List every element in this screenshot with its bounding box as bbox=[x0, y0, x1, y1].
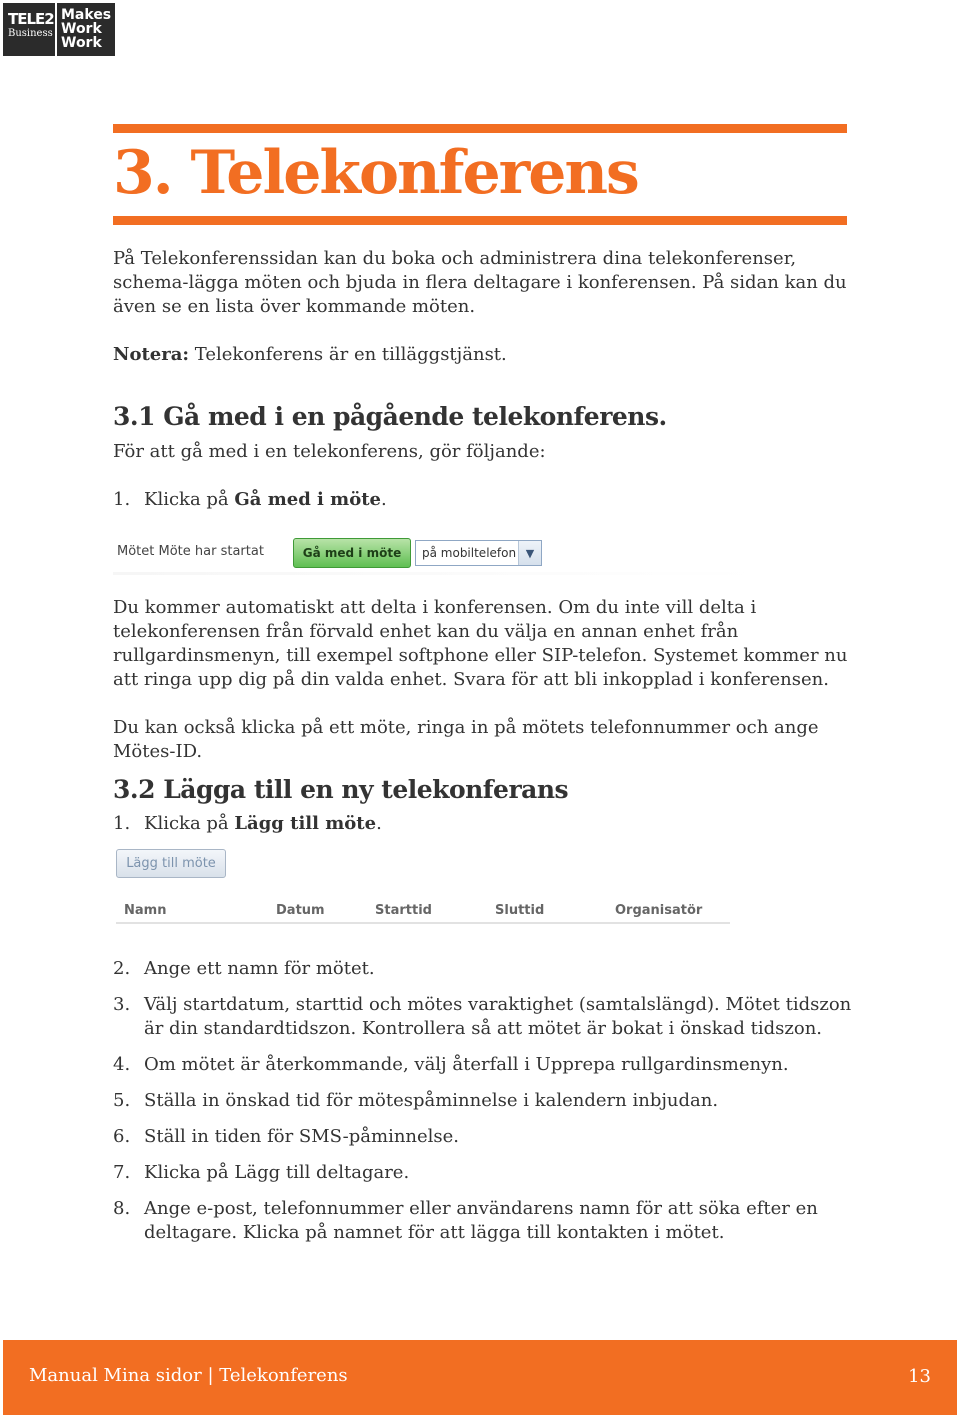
step-number: 2. bbox=[113, 958, 131, 979]
intro-paragraph: På Telekonferenssidan kan du boka och administrera dina telekonferenser, schema-lägga möten och bjuda in flera deltagare i konferensen. På sidan kan du även se en lista över kommande möten. bbox=[113, 248, 847, 317]
step-number: 8. bbox=[113, 1198, 131, 1219]
section2-step-7 bbox=[113, 1161, 853, 1185]
slogan-line: Work bbox=[61, 21, 102, 37]
step-text: Klicka på Lägg till deltagare. bbox=[144, 1162, 410, 1183]
meeting-table-header bbox=[116, 900, 730, 924]
section-heading-3-2: 3.2 Lägga till en ny telekonferans bbox=[113, 775, 569, 804]
note-label: Notera: bbox=[113, 344, 190, 365]
step-text-pre: Klicka på bbox=[144, 489, 235, 510]
note-text: Telekonferens är en tilläggstjänst. bbox=[189, 344, 507, 365]
note-paragraph bbox=[113, 343, 853, 367]
add-meeting-button[interactable]: Lägg till möte bbox=[116, 849, 226, 878]
step-number: 7. bbox=[113, 1162, 131, 1183]
step-number: 1. bbox=[113, 489, 131, 510]
page-footer bbox=[3, 1340, 957, 1415]
slogan-logo bbox=[57, 3, 115, 56]
tele2-logo bbox=[3, 3, 55, 56]
section1-paragraph-1: Du kommer automatiskt att delta i konferensen. Om du inte vill delta i telekonferensen från förvald enhet kan du välja en annan enhet från rullgardinsmenyn, till exempel softphone eller SIP-telefon. Systemet kommer nu att ringa upp dig på din valda enhet. Svara för att bli inkopplad i konferensen. bbox=[113, 597, 848, 690]
step-text-post: . bbox=[380, 489, 387, 510]
column-header-date[interactable]: Datum bbox=[276, 903, 325, 918]
step-text: Ange ett namn för mötet. bbox=[144, 958, 375, 979]
step-text: Ange e-post, telefonnummer eller användarens namn för att söka efter en deltagare. Klicka på namnet för att lägga till kontakten i mötet. bbox=[144, 1198, 818, 1243]
join-meeting-button[interactable]: Gå med i möte bbox=[293, 538, 411, 568]
page-title: 3. Telekonferens bbox=[113, 138, 638, 208]
join-meeting-strip bbox=[113, 536, 763, 580]
slogan-line: Makes bbox=[61, 7, 112, 23]
section2-step-8 bbox=[113, 1197, 853, 1245]
step-number: 6. bbox=[113, 1126, 131, 1147]
step-text: Ställa in önskad tid för mötespåminnelse i kalendern inbjudan. bbox=[144, 1090, 719, 1111]
page-number: 13 bbox=[908, 1366, 931, 1387]
title-bar-bottom bbox=[113, 216, 847, 225]
section2-step-2 bbox=[113, 957, 853, 981]
section2-step-3 bbox=[113, 993, 853, 1041]
step-number: 3. bbox=[113, 994, 131, 1015]
step-text bbox=[144, 488, 853, 512]
section2-step-4 bbox=[113, 1053, 853, 1077]
column-header-organizer[interactable]: Organisatör bbox=[615, 903, 703, 918]
step-text bbox=[144, 812, 853, 836]
device-select[interactable] bbox=[415, 540, 542, 566]
step-number: 4. bbox=[113, 1054, 131, 1075]
logo bbox=[3, 3, 115, 56]
section2-step-5 bbox=[113, 1089, 853, 1113]
section1-step-1 bbox=[113, 488, 853, 512]
step-text-bold: Gå med i möte bbox=[234, 489, 381, 510]
column-header-name[interactable]: Namn bbox=[124, 903, 167, 918]
step-text: Om mötet är återkommande, välj återfall i Upprepa rullgardinsmenyn. bbox=[144, 1054, 789, 1075]
chevron-down-icon[interactable]: ▼ bbox=[518, 541, 541, 565]
step-text-bold: Lägg till möte bbox=[234, 813, 377, 834]
step-text-pre: Klicka på bbox=[144, 813, 235, 834]
step-text-post: . bbox=[376, 813, 382, 834]
section2-step-1 bbox=[113, 812, 853, 836]
step-number: 5. bbox=[113, 1090, 131, 1111]
strip-divider bbox=[113, 572, 763, 575]
section1-lead: För att gå med i en telekonferens, gör följande: bbox=[113, 441, 546, 462]
logo-brand: TELE2 bbox=[8, 10, 54, 28]
footer-title: Manual Mina sidor | Telekonferens bbox=[29, 1365, 348, 1386]
column-header-start[interactable]: Starttid bbox=[375, 903, 432, 918]
section-heading-3-1: 3.1 Gå med i en pågående telekonferens. bbox=[113, 402, 667, 431]
section1-paragraph-2: Du kan också klicka på ett möte, ringa in på mötets telefonnummer och ange Mötes-ID. bbox=[113, 717, 819, 762]
step-text: Välj startdatum, starttid och mötes varaktighet (samtalslängd). Mötet tidszon är din standardtidszon. Kontrollera så att mötet är bokat i önskad tidszon. bbox=[144, 994, 852, 1039]
meeting-status-label: Mötet Möte har startat bbox=[117, 544, 264, 559]
column-header-end[interactable]: Sluttid bbox=[495, 903, 545, 918]
logo-sub: Business bbox=[8, 28, 53, 39]
section2-step-6 bbox=[113, 1125, 853, 1149]
slogan-line: Work bbox=[61, 35, 102, 51]
title-bar-top bbox=[113, 124, 847, 133]
device-select-value: på mobiltelefon bbox=[422, 546, 517, 560]
step-number: 1. bbox=[113, 813, 131, 834]
step-text: Ställ in tiden för SMS-påminnelse. bbox=[144, 1126, 460, 1147]
